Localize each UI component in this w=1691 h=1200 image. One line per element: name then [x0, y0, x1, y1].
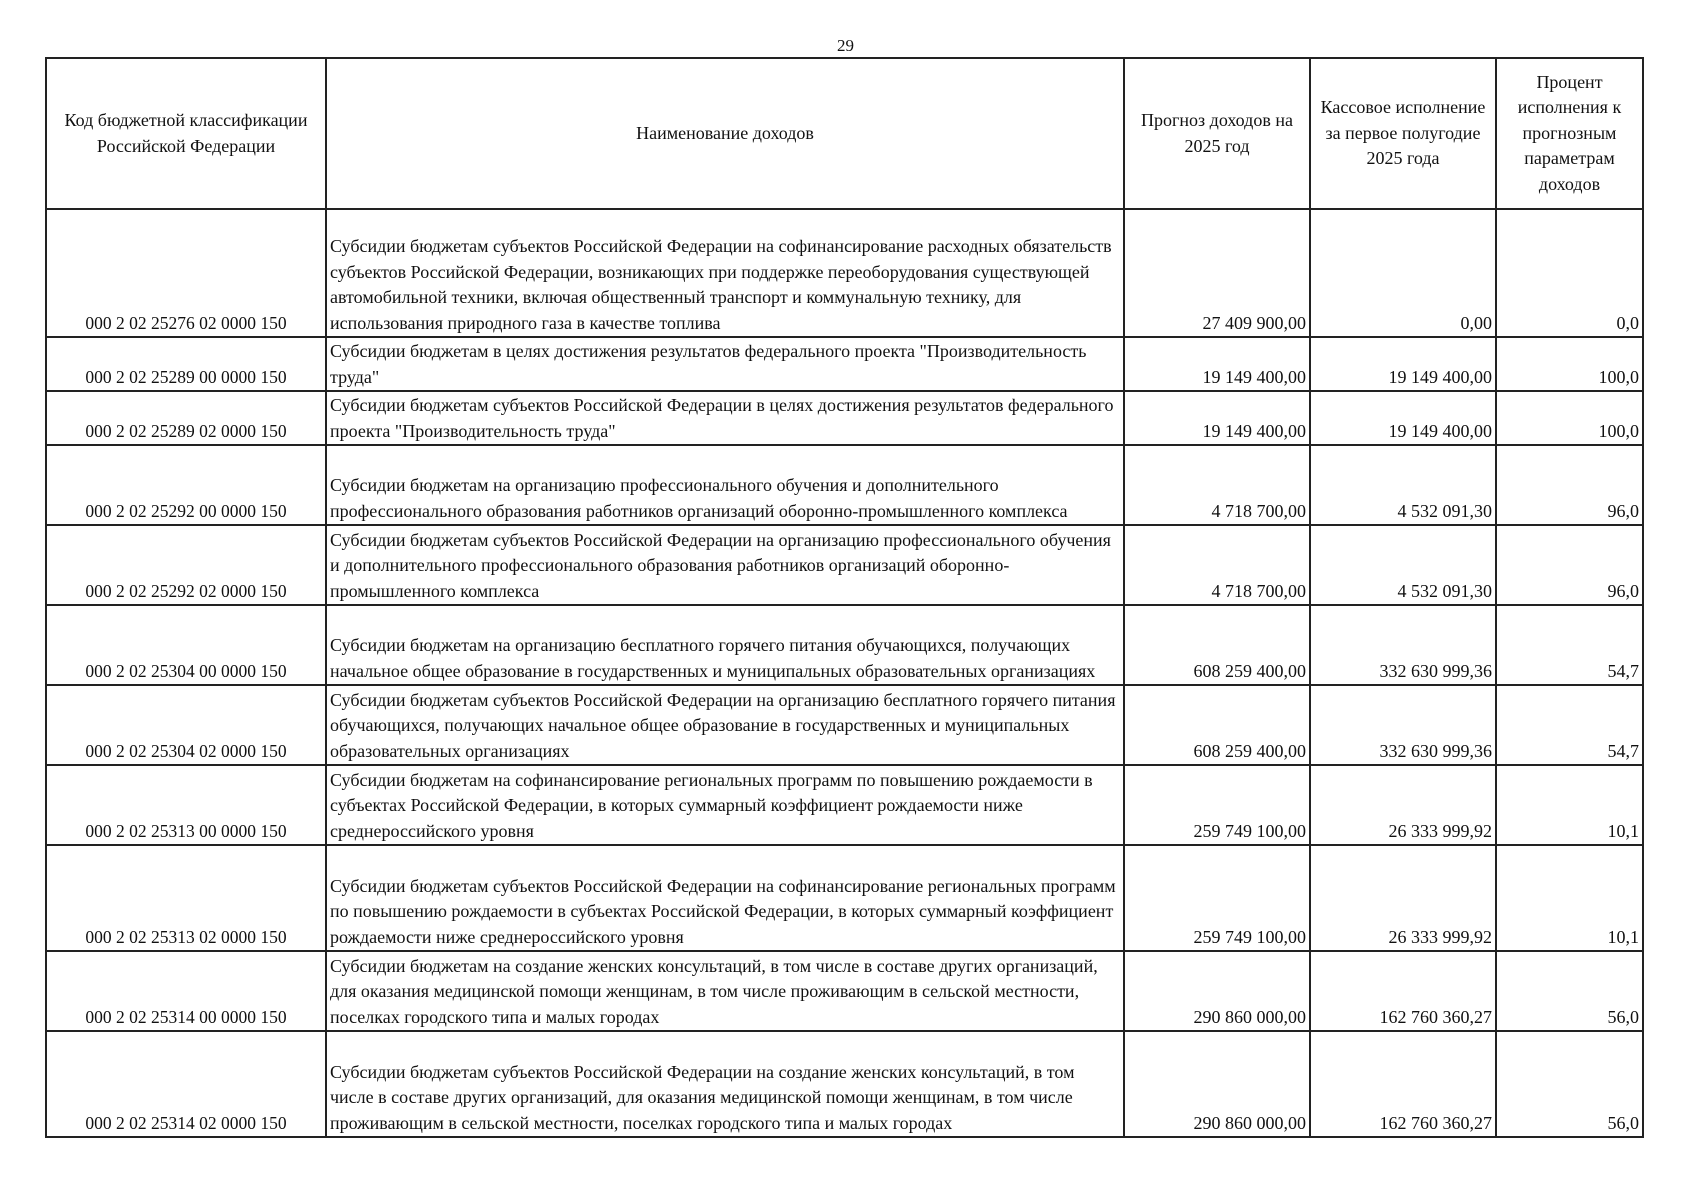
- row-forecast: 19 149 400,00: [1124, 337, 1310, 391]
- row-execution: 332 630 999,36: [1310, 685, 1496, 765]
- header-execution: Кассовое исполнение за первое полугодие 2025 года: [1310, 58, 1496, 209]
- row-code: 000 2 02 25313 02 0000 150: [46, 845, 326, 951]
- table-row: [46, 685, 1643, 765]
- table-row: [46, 605, 1643, 685]
- row-name: Субсидии бюджетам субъектов Российской Федерации на софинансирование региональных программ по повышению рождаемости в субъектах Российской Федерации, в которых суммарный коэффициент рождаемости ниже среднероссийского уровня: [326, 845, 1124, 951]
- row-code: 000 2 02 25276 02 0000 150: [46, 209, 326, 337]
- row-percent: 96,0: [1496, 525, 1643, 605]
- table-header-row: [46, 58, 1643, 209]
- row-execution: 26 333 999,92: [1310, 845, 1496, 951]
- row-forecast: 608 259 400,00: [1124, 685, 1310, 765]
- table-row: [46, 845, 1643, 951]
- header-forecast: Прогноз доходов на 2025 год: [1124, 58, 1310, 209]
- table-row: [46, 951, 1643, 1031]
- row-execution: 19 149 400,00: [1310, 391, 1496, 445]
- row-percent: 56,0: [1496, 1031, 1643, 1137]
- row-forecast: 19 149 400,00: [1124, 391, 1310, 445]
- row-code: 000 2 02 25292 00 0000 150: [46, 445, 326, 525]
- row-execution: 0,00: [1310, 209, 1496, 337]
- table-row: [46, 209, 1643, 337]
- row-percent: 54,7: [1496, 605, 1643, 685]
- row-forecast: 259 749 100,00: [1124, 765, 1310, 845]
- row-percent: 54,7: [1496, 685, 1643, 765]
- row-name: Субсидии бюджетам субъектов Российской Федерации на организацию профессионального обучения и дополнительного профессионального образования работников организаций оборонно-промышленного комплекса: [326, 525, 1124, 605]
- row-forecast: 4 718 700,00: [1124, 445, 1310, 525]
- row-execution: 19 149 400,00: [1310, 337, 1496, 391]
- row-forecast: 608 259 400,00: [1124, 605, 1310, 685]
- row-name: Субсидии бюджетам на организацию профессионального обучения и дополнительного профессионального образования работников организаций оборонно-промышленного комплекса: [326, 445, 1124, 525]
- row-percent: 10,1: [1496, 765, 1643, 845]
- table-row: [46, 337, 1643, 391]
- page-number: 29: [837, 36, 854, 55]
- row-name: Субсидии бюджетам субъектов Российской Федерации на софинансирование расходных обязательств субъектов Российской Федерации, возникающих при поддержке переоборудования существующей автомобильной техники, включая общественный транспорт и коммунальную технику, для использования природного газа в качестве топлива: [326, 209, 1124, 337]
- row-execution: 4 532 091,30: [1310, 525, 1496, 605]
- row-code: 000 2 02 25289 02 0000 150: [46, 391, 326, 445]
- row-name: Субсидии бюджетам субъектов Российской Федерации на создание женских консультаций, в том числе в составе других организаций, для оказания медицинской помощи женщинам, в том числе проживающим в сельской местности, поселках городского типа и малых городах: [326, 1031, 1124, 1137]
- row-code: 000 2 02 25313 00 0000 150: [46, 765, 326, 845]
- row-code: 000 2 02 25304 00 0000 150: [46, 605, 326, 685]
- row-percent: 100,0: [1496, 337, 1643, 391]
- row-percent: 10,1: [1496, 845, 1643, 951]
- row-execution: 26 333 999,92: [1310, 765, 1496, 845]
- row-name: Субсидии бюджетам на софинансирование региональных программ по повышению рождаемости в субъектах Российской Федерации, в которых суммарный коэффициент рождаемости ниже среднероссийского уровня: [326, 765, 1124, 845]
- row-name: Субсидии бюджетам субъектов Российской Федерации в целях достижения результатов федерального проекта "Производительность труда": [326, 391, 1124, 445]
- row-percent: 96,0: [1496, 445, 1643, 525]
- row-code: 000 2 02 25292 02 0000 150: [46, 525, 326, 605]
- row-forecast: 259 749 100,00: [1124, 845, 1310, 951]
- row-name: Субсидии бюджетам в целях достижения результатов федерального проекта "Производительность труда": [326, 337, 1124, 391]
- row-execution: 332 630 999,36: [1310, 605, 1496, 685]
- row-name: Субсидии бюджетам субъектов Российской Федерации на организацию бесплатного горячего питания обучающихся, получающих начальное общее образование в государственных и муниципальных образовательных организациях: [326, 685, 1124, 765]
- table-row: [46, 1031, 1643, 1137]
- row-code: 000 2 02 25314 00 0000 150: [46, 951, 326, 1031]
- table-row: [46, 765, 1643, 845]
- row-name: Субсидии бюджетам на создание женских консультаций, в том числе в составе других организаций, для оказания медицинской помощи женщинам, в том числе проживающим в сельской местности, поселках городского типа и малых городах: [326, 951, 1124, 1031]
- row-code: 000 2 02 25314 02 0000 150: [46, 1031, 326, 1137]
- row-execution: 162 760 360,27: [1310, 1031, 1496, 1137]
- row-forecast: 290 860 000,00: [1124, 951, 1310, 1031]
- table-row: [46, 445, 1643, 525]
- row-execution: 4 532 091,30: [1310, 445, 1496, 525]
- header-percent: Процент исполнения к прогнозным параметрам доходов: [1496, 58, 1643, 209]
- row-percent: 0,0: [1496, 209, 1643, 337]
- row-code: 000 2 02 25304 02 0000 150: [46, 685, 326, 765]
- header-name: Наименование доходов: [326, 58, 1124, 209]
- row-percent: 100,0: [1496, 391, 1643, 445]
- row-code: 000 2 02 25289 00 0000 150: [46, 337, 326, 391]
- budget-revenue-table: [45, 57, 1644, 1138]
- row-name: Субсидии бюджетам на организацию бесплатного горячего питания обучающихся, получающих начальное общее образование в государственных и муниципальных образовательных организациях: [326, 605, 1124, 685]
- row-percent: 56,0: [1496, 951, 1643, 1031]
- row-forecast: 4 718 700,00: [1124, 525, 1310, 605]
- table-row: [46, 525, 1643, 605]
- row-forecast: 27 409 900,00: [1124, 209, 1310, 337]
- row-execution: 162 760 360,27: [1310, 951, 1496, 1031]
- header-code: Код бюджетной классификации Российской Федерации: [46, 58, 326, 209]
- table-row: [46, 391, 1643, 445]
- row-forecast: 290 860 000,00: [1124, 1031, 1310, 1137]
